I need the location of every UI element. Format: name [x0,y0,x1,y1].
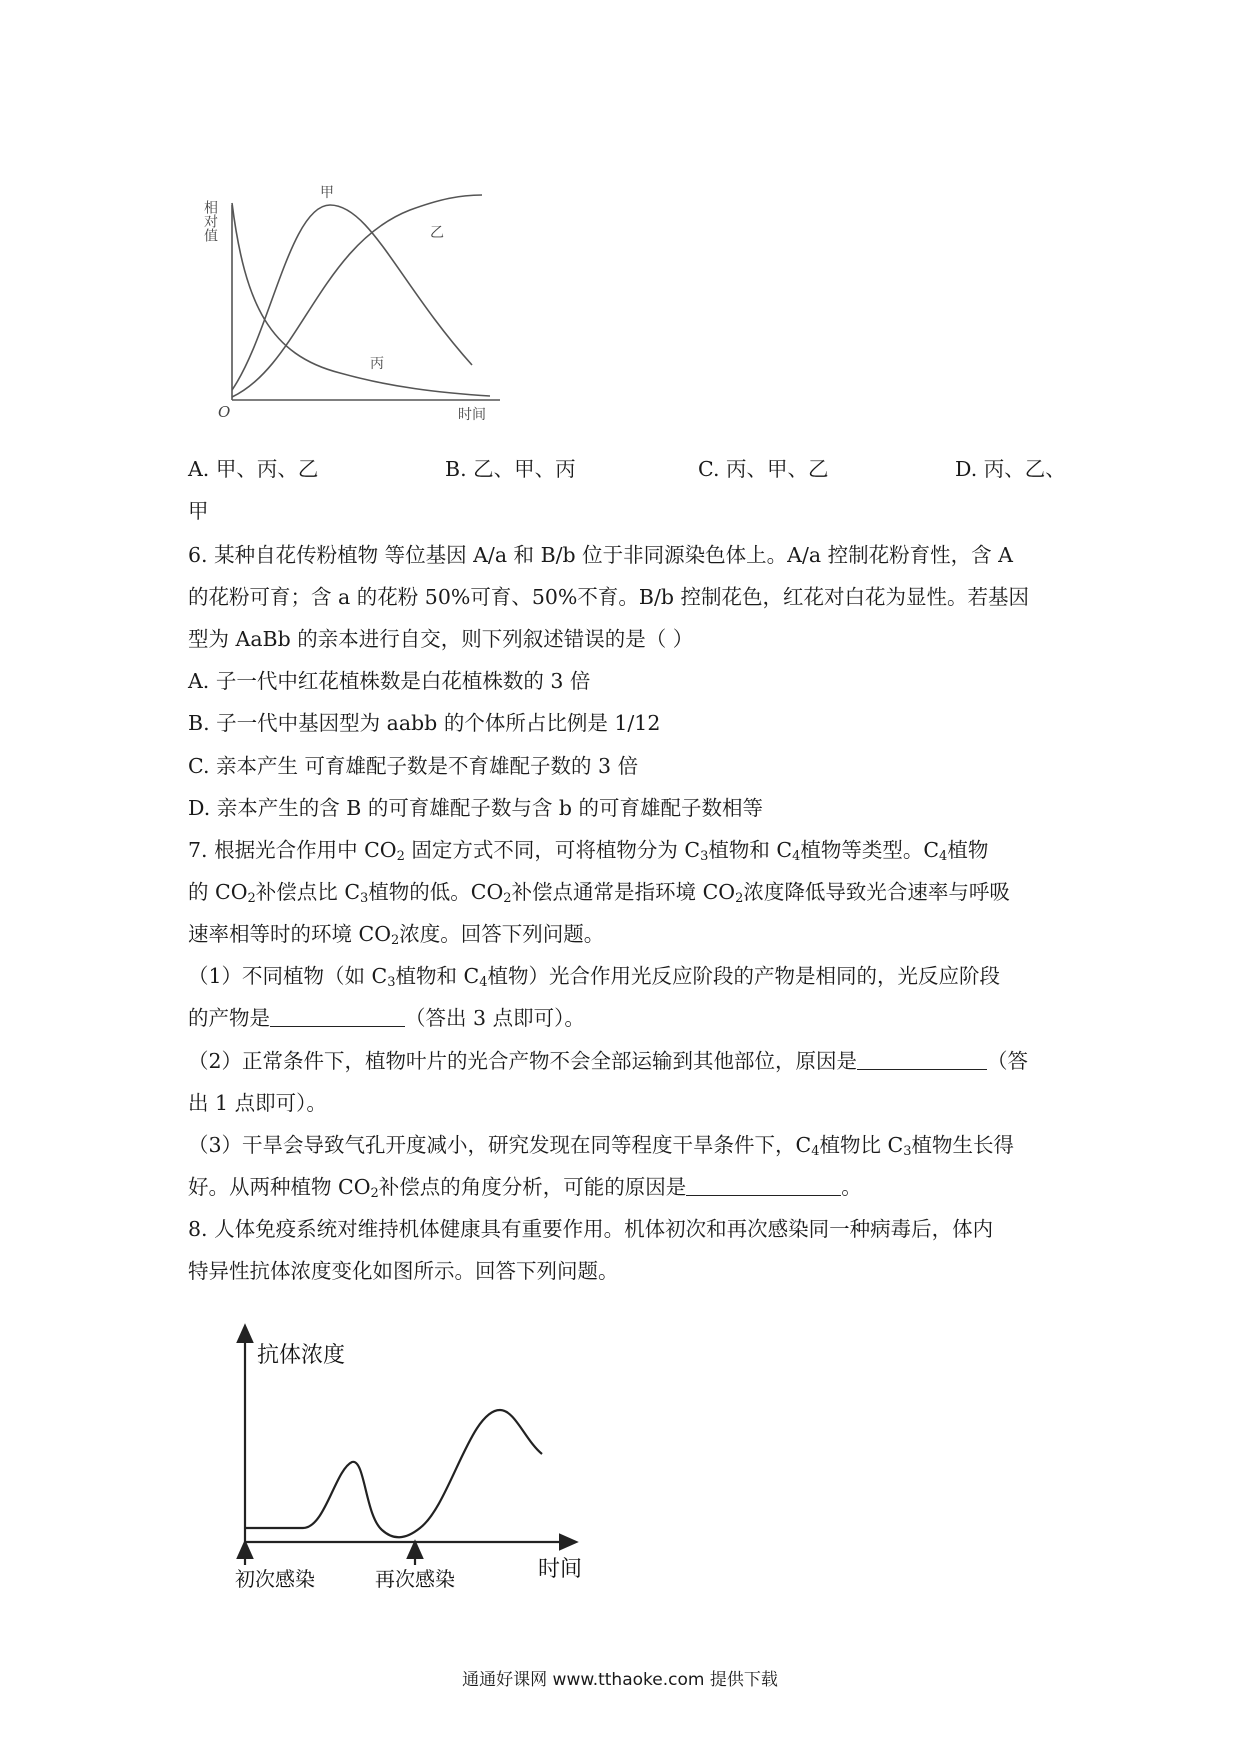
answer-blank-2[interactable] [857,1049,987,1070]
q7-part-1-line-1: （1）不同植物（如 $C_3$植物和 $C_4$植物）光合作用光反应阶段的产物是相同的，光反应阶段 [188,964,1001,990]
q7-line-1: 7. 根据光合作用中 $CO_2$ 固定方式不同，可将植物分为 $C_3$植物和 $C_4$植物等类型。$C_4$植物 [188,838,989,864]
fig1-label-jia: 甲 [320,185,334,201]
q5-option-a: A. 甲、丙、乙 [188,457,319,481]
q6-option-a: A. 子一代中红花植株数是白花植株数的 3 倍 [188,669,591,693]
q8-line-1: 8. 人体免疫系统对维持机体健康具有重要作用。机体初次和再次感染同一种病毒后，体内 [188,1217,994,1241]
second-infection-label: 再次感染 [375,1567,455,1591]
fig1-origin: O [218,403,231,421]
q7-line-2: 的 $CO_2$补偿点比 $C_3$植物的低。$CO_2$补偿点通常是指环境 $CO_2$浓度降低导致光合速率与呼吸 [188,880,1010,906]
fig1-xlabel: 时间 [458,407,486,423]
q7-part-3-line-2: 好。从两种植物 $CO_2$补偿点的角度分析，可能的原因是 。 [188,1175,862,1201]
q7-line-3: 速率相等时的环境 $CO_2$浓度。回答下列问题。 [188,922,605,948]
q8-line-2: 特异性抗体浓度变化如图所示。回答下列问题。 [188,1259,619,1283]
q7-part-3-line-1: （3）干旱会导致气孔开度减小，研究发现在同等程度干旱条件下，$C_4$植物比 $C_3$植物生长得 [188,1133,1014,1159]
fig2-ylabel: 抗体浓度 [257,1343,346,1368]
q5-option-d: D. 丙、乙、 [955,457,1066,481]
relative-value-figure [202,185,510,425]
antibody-curve [245,1410,542,1537]
fig1-ylabel: 相对值 [202,200,218,242]
curve-yi [232,195,482,397]
q6-line-2: 的花粉可育；含 a 的花粉 50%可育、50%不育。B/b 控制花色，红花对白花为显性。若基因 [188,585,1030,609]
first-infection-label: 初次感染 [235,1567,315,1591]
fig2-xlabel: 时间 [538,1557,583,1582]
q5-option-d-wrap: 甲 [188,499,209,523]
curve-bing [232,203,490,396]
fig1-label-yi: 乙 [430,225,444,241]
q7-part-2-line-1: （2）正常条件下，植物叶片的光合产物不会全部运输到其他部位，原因是 （答 [188,1049,1029,1073]
q6-line-3: 型为 AaBb 的亲本进行自交，则下列叙述错误的是（ ） [188,627,694,651]
fig1-label-bing: 丙 [370,356,384,372]
q7-part-1-line-2: 的产物是 （答出 3 点即可）。 [188,1006,585,1030]
q6-option-d: D. 亲本产生的含 B 的可育雄配子数与含 b 的可育雄配子数相等 [188,796,763,820]
q6-option-b: B. 子一代中基因型为 aabb 的个体所占比例是 1/12 [188,711,661,735]
q6-option-c: C. 亲本产生 可育雄配子数是不育雄配子数的 3 倍 [188,754,639,778]
q6-line-1: 6. 某种自花传粉植物 等位基因 A/a 和 B/b 位于非同源染色体上。A/a 控制花粉育性，含 A [188,543,1013,567]
answer-blank-1[interactable] [270,1006,405,1027]
q7-part-2-line-2: 出 1 点即可）。 [188,1091,327,1115]
answer-blank-3[interactable] [686,1175,841,1196]
page-footer: 通通好课网 www.tthaoke.com 提供下载 [462,1670,778,1690]
q5-option-c: C. 丙、甲、乙 [698,457,829,481]
q5-option-b: B. 乙、甲、丙 [445,457,576,481]
antibody-figure [225,1320,605,1600]
